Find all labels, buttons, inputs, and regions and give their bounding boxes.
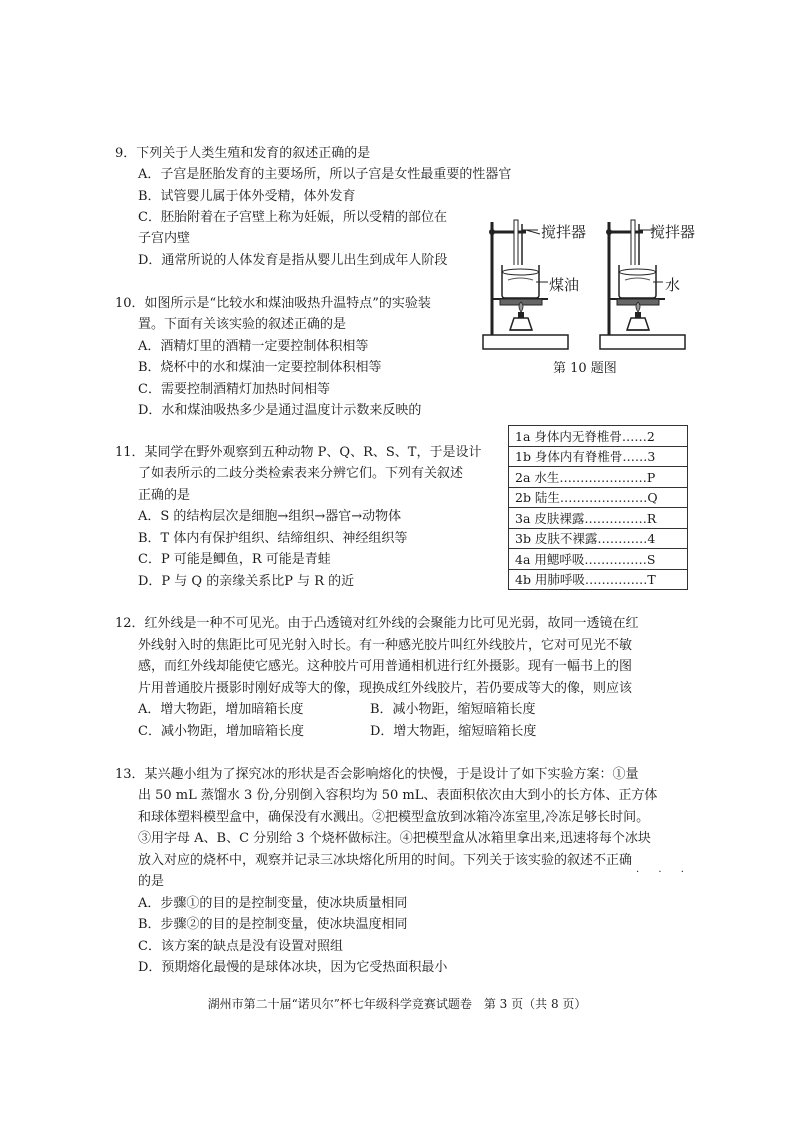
key-cell: 3a 皮肤裸露……………R <box>509 508 688 529</box>
table-row <box>509 426 688 447</box>
fig-caption: 第 10 题图 <box>553 361 617 376</box>
table-row <box>509 446 688 467</box>
table-row <box>509 467 688 488</box>
q11-option-d: D．P 与 Q 的亲缘关系比P 与 R 的近 <box>138 574 355 589</box>
table-row <box>509 528 688 549</box>
q13-option-b: B．步骤②的目的是控制变量，使冰块温度相同 <box>138 917 408 932</box>
q10-option-d: D．水和煤油吸热多少是通过温度计示数来反映的 <box>138 403 422 418</box>
q9-option-d: D．通常所说的人体发育是指从婴儿出生到成年人阶段 <box>138 253 448 268</box>
q13-stem-cont-5: 的是 <box>138 874 165 889</box>
q12-stem-cont-2: 感，而红外线却能使它感光。这种胶片可用普通相机进行红外摄影。现有一幅书上的图 <box>138 659 633 674</box>
q12-stem: 12．红外线是一种不可见光。由于凸透镜对红外线的会聚能力比可见光弱，故同一透镜在红 <box>115 616 639 631</box>
q12-option-b: B．减小物距，缩短暗箱长度 <box>370 702 536 717</box>
q11-option-c: C．P 可能是鲫鱼，R 可能是青蛙 <box>138 552 331 567</box>
q11-stem-cont-2: 正确的是 <box>138 488 191 503</box>
q10-stem-cont: 置。下面有关该实验的叙述正确的是 <box>138 317 347 332</box>
key-cell: 1a 身体内无脊椎骨……2 <box>509 426 688 447</box>
q9-option-b: B．试管婴儿属于体外受精，体外发育 <box>138 189 356 204</box>
q9-stem: 9．下列关于人类生殖和发育的叙述正确的是 <box>115 146 371 161</box>
key-cell: 1b 身体内有脊椎骨……3 <box>509 446 688 467</box>
q12-option-c: C．减小物距，增加暗箱长度 <box>138 724 304 739</box>
key-cell: 2b 陆生…………………Q <box>509 487 688 508</box>
q13-stem-cont: 出 50 mL 蒸馏水 3 份,分别倒入容积均为 50 mL、表面积依次由大到小的长方体、正方体 <box>138 788 658 803</box>
key-cell: 3b 皮肤不裸露…………4 <box>509 528 688 549</box>
table-row <box>509 487 688 508</box>
q11-option-b: B．T 体内有保护组织、结缔组织、神经组织等 <box>138 531 408 546</box>
q12-option-a: A．增大物距，增加暗箱长度 <box>138 702 304 717</box>
q13-option-d: D．预期熔化最慢的是球体冰块，因为它受热面积最小 <box>138 960 448 975</box>
table-row <box>509 508 688 529</box>
q10-option-b: B．烧杯中的水和煤油一定要控制体积相等 <box>138 360 382 375</box>
table-row <box>509 549 688 570</box>
dichotomous-key-table <box>508 425 688 590</box>
q13-stem-cont-3: ③用字母 A、B、C 分别给 3 个烧杯做标注。④把模型盒从冰箱里拿出来,迅速将每个冰块 <box>138 831 651 846</box>
q9-option-a: A．子宫是胚胎发育的主要场所，所以子宫是女性最重要的性器官 <box>138 167 512 182</box>
key-cell: 2a 水生…………………P <box>509 467 688 488</box>
q12-option-d: D．增大物距，缩短暗箱长度 <box>370 724 537 739</box>
q13-stem-cont-2: 和球体塑料模型盒中，确保没有水溅出。②把模型盒放到冰箱冷冻室里,冷冻足够长时间。 <box>138 810 650 825</box>
fig-label-stirrer-left: 搅拌器 <box>541 223 587 241</box>
q9-option-c-cont: 子宫内壁 <box>138 231 191 246</box>
emphasis-dots: · · · <box>636 867 692 878</box>
q11-option-a: A．S 的结构层次是细胞→组织→器官→动物体 <box>138 509 402 524</box>
q10-option-c: C．需要控制酒精灯加热时间相等 <box>138 382 330 397</box>
fig-label-kerosene: 煤油 <box>549 276 580 294</box>
q12-stem-cont-3: 片用普通胶片摄影时刚好成等大的像，现换成红外线胶片，若仍要成等大的像，则应该 <box>138 681 633 696</box>
q9-option-c: C．胚胎附着在子宫壁上称为妊娠，所以受精的部位在 <box>138 210 447 225</box>
q11-stem-cont: 了如表所示的二歧分类检索表来分辨它们。下列有关叙述 <box>138 466 464 481</box>
page-footer: 湖州市第二十届“诺贝尔”杯七年级科学竞赛试题卷 第 3 页（共 8 页） <box>207 997 587 1011</box>
table-row <box>509 569 688 590</box>
key-cell: 4b 用肺呼吸……………T <box>509 569 688 590</box>
fig-label-water: 水 <box>665 276 681 294</box>
q13-option-c: C．该方案的缺点是没有设置对照组 <box>138 939 343 954</box>
q12-stem-cont: 外线射入时的焦距比可见光射入时长。有一种感光胶片叫红外线胶片，它对可见光不敏 <box>138 638 633 653</box>
key-cell: 4a 用鳃呼吸……………S <box>509 549 688 570</box>
q13-option-a: A．步骤①的目的是控制变量，使冰块质量相同 <box>138 896 408 911</box>
fig-label-stirrer-right: 搅拌器 <box>650 223 696 241</box>
q11-stem: 11．某同学在野外观察到五种动物 P、Q、R、S、T，于是设计 <box>115 445 482 460</box>
q13-stem: 13．某兴趣小组为了探究冰的形状是否会影响熔化的快慢，于是设计了如下实验方案：①量 <box>115 767 639 782</box>
q13-stem-cont-4: 放入对应的烧杯中，观察并记录三冰块熔化所用的时间。下列关于该实验的叙述不正确 <box>138 853 633 868</box>
q10-stem: 10．如图所示是“比较水和煤油吸热升温特点”的实验装 <box>115 296 431 311</box>
q10-option-a: A．酒精灯里的酒精一定要控制体积相等 <box>138 339 369 354</box>
